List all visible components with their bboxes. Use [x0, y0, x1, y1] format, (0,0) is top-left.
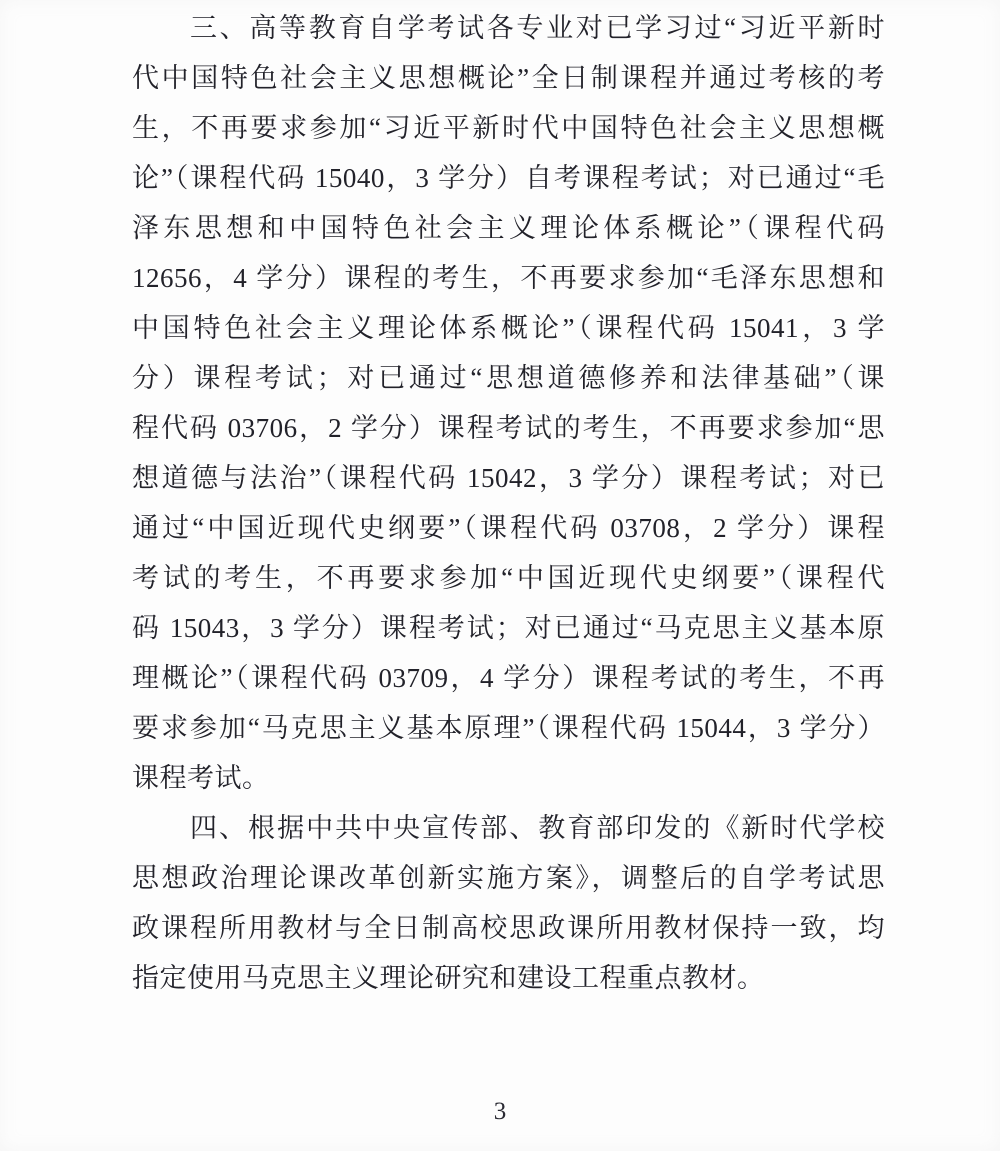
text-line: 代中国特色社会主义思想概论”全日制课程并通过考核的考: [132, 63, 885, 93]
text-line: 分）课程考试；对已通过“思想道德修养和法律基础”（课: [132, 363, 885, 393]
text-line: 程代码 03706，2 学分）课程考试的考生，不再要求参加“思: [132, 413, 885, 443]
text-line: 思想政治理论课改革创新实施方案》，调整后的自学考试思: [132, 863, 885, 893]
text-line: 理概论”（课程代码 03709，4 学分）课程考试的考生，不再: [132, 663, 885, 693]
text-line: 12656，4 学分）课程的考生，不再要求参加“毛泽东思想和: [132, 263, 885, 293]
text-line: 中国特色社会主义理论体系概论”（课程代码 15041，3 学: [132, 313, 885, 343]
page-number: 3: [493, 1098, 507, 1125]
text-line: 政课程所用教材与全日制高校思政课所用教材保持一致，均: [132, 913, 885, 943]
text-line: 四、根据中共中央宣传部、教育部印发的《新时代学校: [190, 813, 885, 843]
text-line: 三、高等教育自学考试各专业对已学习过“习近平新时: [190, 13, 885, 43]
paragraph: [132, 3, 885, 803]
text-line: 生，不再要求参加“习近平新时代中国特色社会主义思想概: [132, 113, 885, 143]
text-line: 码 15043，3 学分）课程考试；对已通过“马克思主义基本原: [132, 613, 885, 643]
text-line: 想道德与法治”（课程代码 15042，3 学分）课程考试；对已: [132, 463, 885, 493]
paragraph: [132, 803, 885, 1003]
text-line: 泽东思想和中国特色社会主义理论体系概论”（课程代码: [132, 213, 885, 243]
text-line: 论”（课程代码 15040，3 学分）自考课程考试；对已通过“毛: [132, 163, 885, 193]
text-line: 考试的考生，不再要求参加“中国近现代史纲要”（课程代: [132, 563, 885, 593]
text-line: 指定使用马克思主义理论研究和建设工程重点教材。: [132, 963, 765, 993]
text-line: 课程考试。: [132, 763, 270, 793]
text-line: 通过“中国近现代史纲要”（课程代码 03708，2 学分）课程: [132, 513, 885, 543]
text-block: [132, 3, 885, 1003]
text-line: 要求参加“马克思主义基本原理”（课程代码 15044，3 学分）: [132, 713, 885, 743]
